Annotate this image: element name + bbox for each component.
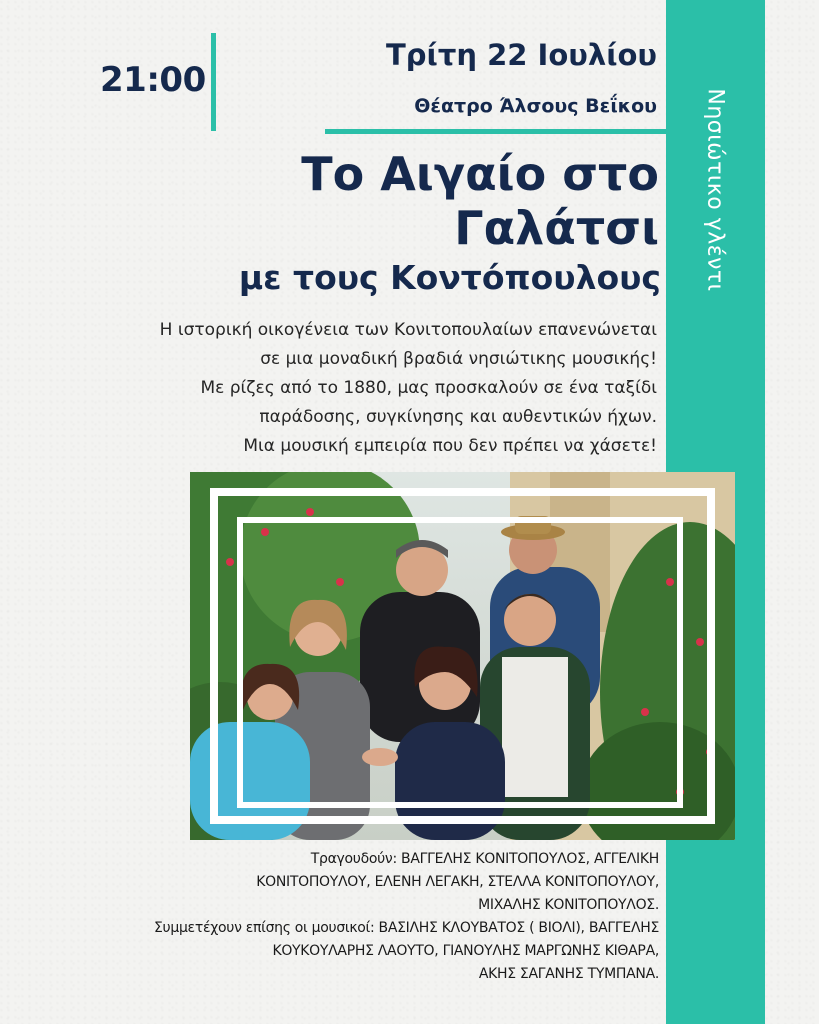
horizontal-divider bbox=[325, 129, 667, 134]
description-line: Η ιστορική οικογένεια των Κονιτοπουλαίων επανενώνεται bbox=[159, 320, 657, 340]
event-description bbox=[57, 316, 657, 461]
event-venue: Θέατρο Άλσους Βεΐκου bbox=[414, 95, 657, 117]
description-line: Με ρίζες από το 1880, μας προσκαλούν σε ένα ταξίδι bbox=[200, 378, 657, 398]
event-time: 21:00 bbox=[100, 60, 206, 100]
description-line: Μια μουσική εμπειρία που δεν πρέπει να χάσετε! bbox=[243, 436, 657, 456]
credits-line: Συμμετέχουν επίσης οι μουσικοί: ΒΑΣΙΛΗΣ ΚΛΟΥΒΑΤΟΣ ( ΒΙΟΛΙ), ΒΑΓΓΕΛΗΣ bbox=[154, 920, 659, 936]
credits-line: ΜΙΧΑΛΗΣ ΚΟΝΙΤΟΠΟΥΛΟΣ. bbox=[478, 897, 659, 913]
side-banner-text: Νησιώτικο γλέντι bbox=[702, 88, 728, 292]
vertical-divider bbox=[211, 33, 216, 131]
group-photo bbox=[190, 472, 735, 840]
credits-line: ΑΚΗΣ ΣΑΓΑΝΗΣ ΤΥΜΠΑΝΑ. bbox=[478, 966, 659, 982]
event-date: Τρίτη 22 Ιουλίου bbox=[386, 38, 657, 72]
description-line: σε μια μοναδική βραδιά νησιώτικης μουσικής! bbox=[260, 349, 657, 369]
event-subtitle: με τους Κοντόπουλους bbox=[238, 258, 661, 297]
credits-line: ΚΟΥΚΟΥΛΑΡΗΣ ΛΑΟΥΤΟ, ΓΙΑΝΟΥΛΗΣ ΜΑΡΓΩΝΗΣ ΚΙΘΑΡΑ, bbox=[272, 943, 659, 959]
description-line: παράδοσης, συγκίνησης και αυθεντικών ήχων. bbox=[259, 407, 657, 427]
event-title bbox=[179, 147, 659, 255]
credits-line: ΚΟΝΙΤΟΠΟΥΛΟΥ, ΕΛΕΝΗ ΛΕΓΑΚΗ, ΣΤΕΛΛΑ ΚΟΝΙΤΟΠΟΥΛΟΥ, bbox=[256, 874, 659, 890]
performers-credits bbox=[59, 848, 659, 986]
title-line-1: Το Αιγαίο στο bbox=[301, 147, 659, 201]
title-line-2: Γαλάτσι bbox=[454, 201, 659, 255]
credits-line: Τραγουδούν: ΒΑΓΓΕΛΗΣ ΚΟΝΙΤΟΠΟΥΛΟΣ, ΑΓΓΕΛΙΚΗ bbox=[310, 851, 659, 867]
